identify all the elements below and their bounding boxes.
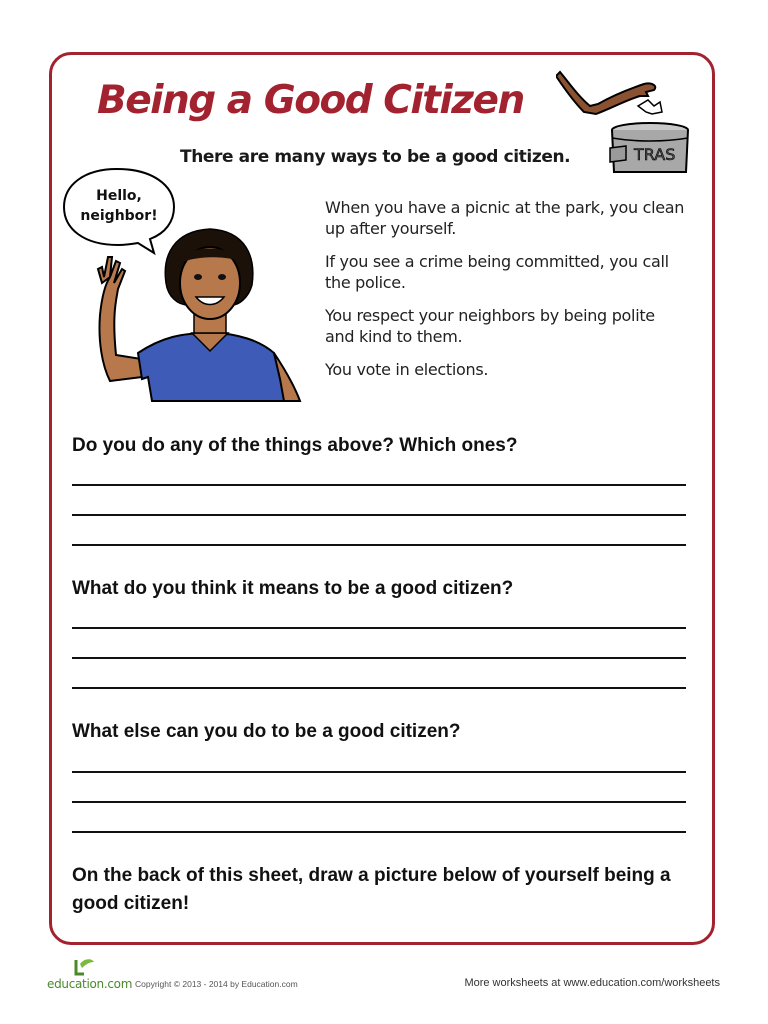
answer-line-3b[interactable] xyxy=(72,801,686,803)
answer-line-2a[interactable] xyxy=(72,627,686,629)
more-worksheets-link[interactable]: More worksheets at www.education.com/worksheets xyxy=(464,977,720,989)
statement-3: You respect your neighbors by being polite and kind to them. xyxy=(325,306,655,346)
answer-line-1b[interactable] xyxy=(72,514,686,516)
statement-4: You vote in elections. xyxy=(325,360,489,379)
question-2: What do you think it means to be a good citizen? xyxy=(72,578,514,599)
statements-list xyxy=(325,197,685,392)
education-logo-icon xyxy=(46,956,106,978)
answer-line-2b[interactable] xyxy=(72,657,686,659)
education-logo-text: education.com xyxy=(47,977,133,991)
question-3: What else can you do to be a good citizen? xyxy=(72,721,461,742)
question-1: Do you do any of the things above? Which ones? xyxy=(72,435,518,456)
answer-line-3a[interactable] xyxy=(72,771,686,773)
trash-can-icon xyxy=(556,66,692,174)
answer-line-1a[interactable] xyxy=(72,484,686,486)
page-title: Being a Good Citizen xyxy=(97,78,524,123)
closing-instruction: On the back of this sheet, draw a picture below of yourself being a good citizen! xyxy=(72,865,671,914)
trash-can-label: TRAS xyxy=(634,145,676,164)
statement-2: If you see a crime being committed, you call the police. xyxy=(325,252,669,292)
answer-line-3c[interactable] xyxy=(72,831,686,833)
statement-1: When you have a picnic at the park, you clean up after yourself. xyxy=(325,198,685,238)
bubble-line-2: neighbor! xyxy=(80,208,158,224)
bubble-line-1: Hello, xyxy=(96,188,142,204)
answer-line-2c[interactable] xyxy=(72,687,686,689)
copyright-text: Copyright © 2013 - 2014 by Education.com xyxy=(135,979,298,989)
answer-line-1c[interactable] xyxy=(72,544,686,546)
subtitle: There are many ways to be a good citizen. xyxy=(180,147,571,167)
speech-bubble-text xyxy=(68,186,170,226)
